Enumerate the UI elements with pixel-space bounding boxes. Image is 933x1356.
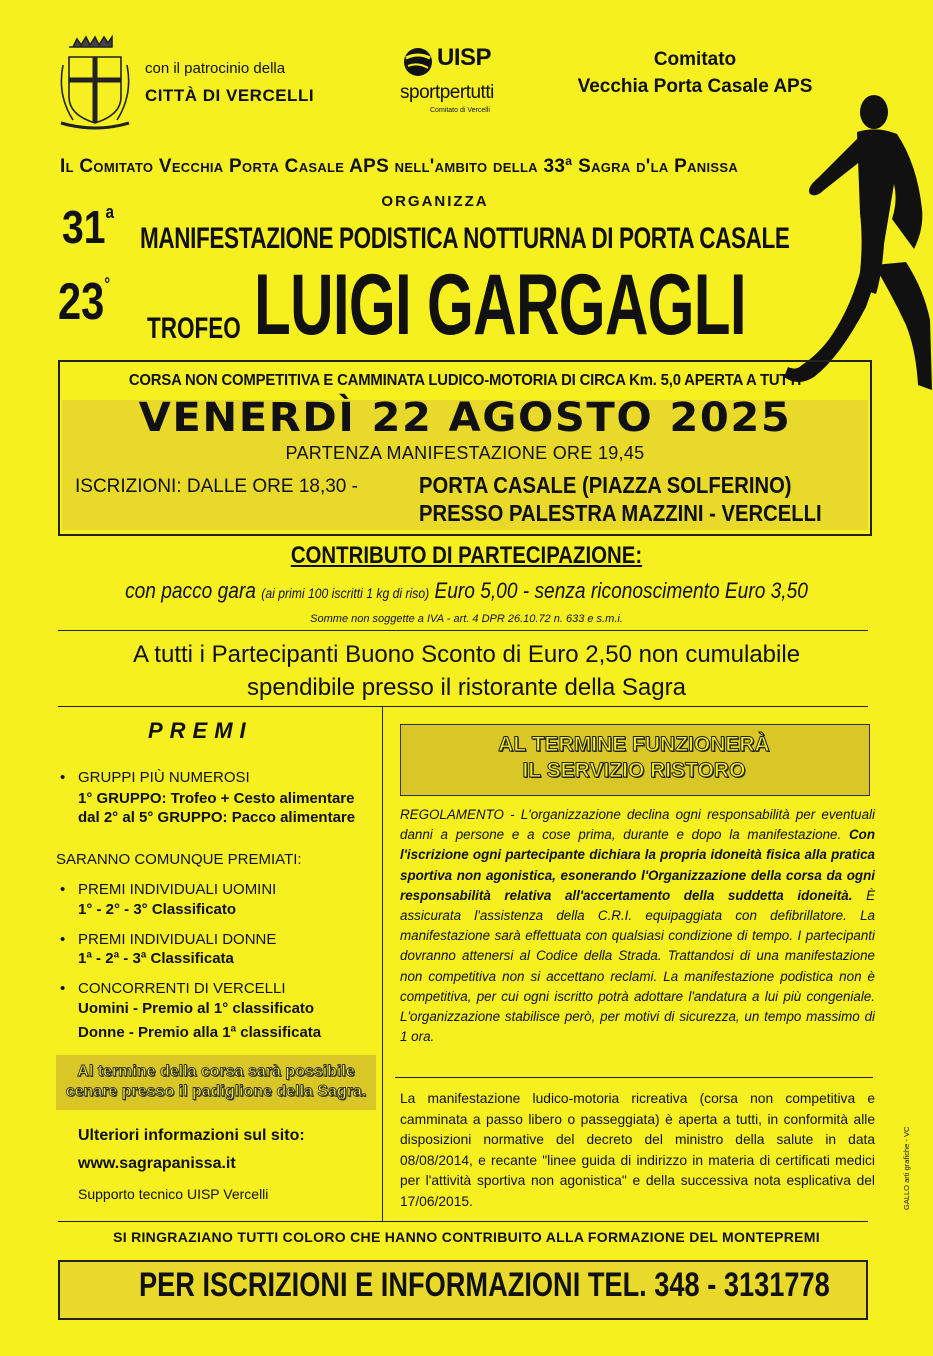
pacco-note: (ai primi 100 iscritti 1 kg di riso): [261, 585, 430, 601]
thanks-line: SI RINGRAZIANO TUTTI COLORO CHE HANNO CONTRIBUITO ALLA FORMAZIONE DEL MONTEPREMI: [113, 1229, 820, 1245]
bullet-icon: •: [60, 881, 66, 898]
also-awarded: SARANNO COMUNQUE PREMIATI:: [56, 851, 302, 868]
group-1-prize: 1° GRUPPO: Trofeo + Cesto alimentare: [78, 790, 355, 807]
dinner-text: [56, 1062, 376, 1102]
column-divider: [382, 706, 383, 1221]
ludico-motoria-note: La manifestazione ludico-motoria ricreativa (corsa non competitiva e camminata a passo libero o passeggiata) è aperta a tutti, in conformità alle disposizioni normative del decreto del ministro della salute in data 08/08/2014, e recante "linee guida di indirizzo in materia di certificati medici per l'attività sportiva non agonistica" e della successiva nota esplicativa del 17/06/2015.: [400, 1091, 875, 1209]
women-prizes: PREMI INDIVIDUALI DONNE: [78, 931, 277, 948]
website-link[interactable]: www.sagrapanissa.it: [78, 1155, 236, 1172]
vercelli-women: Donne - Premio alla 1ª classificata: [78, 1024, 322, 1041]
dinner-line2: cenare presso il padiglione della Sagra.: [65, 1083, 367, 1100]
start-time: PARTENZA MANIFESTAZIONE ORE 19,45: [285, 443, 645, 463]
men-classification: 1° - 2° - 3° Classificato: [78, 901, 237, 918]
technical-support: Supporto tecnico UISP Vercelli: [78, 1186, 269, 1202]
women-classification: 1ª - 2ª - 3ª Classificata: [78, 950, 234, 967]
bullet-icon: •: [60, 769, 66, 786]
patrocinio-label: con il patrocinio della: [145, 60, 286, 77]
divider: [58, 630, 868, 631]
corsa-description: CORSA NON COMPETITIVA E CAMMINATA LUDICO-MOTORIA DI CIRCA Km. 5,0 APERTA A TUTTI: [128, 372, 802, 389]
edition-23-number: 23: [58, 273, 105, 331]
group-2-5-prize: dal 2° al 5° GRUPPO: Pacco alimentare: [78, 809, 356, 826]
patrocinio-city: CITTÀ DI VERCELLI: [145, 86, 315, 105]
registration-label: ISCRIZIONI: DALLE ORE 18,30 -: [75, 476, 358, 497]
divider: [395, 1077, 873, 1078]
groups-heading: GRUPPI PIÙ NUMEROSI: [78, 769, 250, 786]
refreshment-text: [400, 732, 868, 784]
uisp-subtitle: sportpertutti: [400, 82, 494, 103]
manifestazione-title: MANIFESTAZIONE PODISTICA NOTTURNA DI PORTA CASALE: [140, 222, 790, 255]
organizer-line2: Vecchia Porta Casale APS: [577, 76, 813, 97]
organizza-label: ORGANIZZA: [381, 193, 489, 210]
edition-31-sup: a: [105, 202, 115, 222]
contribution-prices: [61, 578, 873, 604]
vercelli-crest-icon: [55, 35, 135, 135]
registration-place-1: PORTA CASALE (PIAZZA SOLFERINO): [419, 472, 792, 498]
printer-credit: GALLO arti grafiche - VC: [902, 1126, 911, 1210]
vercelli-competitors: CONCORRENTI DI VERCELLI: [78, 980, 286, 997]
pacco-prices: Euro 5,00 - senza riconoscimento Euro 3,50: [434, 578, 808, 603]
edition-31: [62, 200, 114, 254]
edition-23: [58, 272, 110, 332]
pacco-label: con pacco gara: [125, 578, 256, 603]
organizer-line1: Comitato: [653, 49, 737, 70]
iva-note: Somme non soggette a IVA - art. 4 DPR 26.10.72 n. 633 e s.m.i.: [310, 613, 623, 625]
registration-place-2: PRESSO PALESTRA MAZZINI - VERCELLI: [419, 500, 822, 526]
more-info-label: Ulteriori informazioni sul sito:: [78, 1127, 305, 1144]
edition-31-number: 31: [62, 201, 106, 253]
regulations-part2: Con l'iscrizione ogni partecipante dichiara la propria idoneità fisica alla pratica sportiva non agonistica, esonerando l'Organizzazione della corsa da ogni responsabilità relativa all'accertamento della suddetta idoneità.: [400, 827, 875, 903]
divider: [58, 1221, 868, 1222]
voucher-line2: spendibile presso il ristorante della Sagra: [247, 674, 686, 701]
divider: [58, 706, 868, 707]
event-date: VENERDÌ 22 AGOSTO 2025: [138, 395, 792, 441]
contribution-title: CONTRIBUTO DI PARTECIPAZIONE:: [290, 542, 643, 569]
bullet-icon: •: [60, 931, 66, 948]
trophy-name: LUIGI GARGAGLI: [254, 257, 746, 353]
trofeo-label: TROFEO: [147, 312, 241, 345]
prizes-title: PREMI: [148, 718, 253, 743]
contact-phone: PER ISCRIZIONI E INFORMAZIONI TEL. 348 - 3131778: [139, 1266, 830, 1304]
regulations: [400, 805, 875, 1047]
bullet-icon: •: [60, 980, 66, 997]
vercelli-men: Uomini - Premio al 1° classificato: [78, 1000, 315, 1017]
edition-23-sup: °: [104, 274, 111, 294]
uisp-logo-icon: [400, 44, 436, 80]
regulations-part3: È assicurata l'assistenza della C.R.I. equipaggiata con defibrillatore. La manifestazione sarà effettuata con qualsiasi condizione di tempo. I partecipanti dovranno attenersi al Codice della Strada. Trattandosi di una manifestazione non competitiva non si accettano reclami. La manifestazione podistica non è competitiva, per cui ogni iscritto potrà adottare l'andatura a lui più congeniale. L'organizzazione stabilisce però, per motivi di sicurezza, un tempo massimo di 1 ora.: [400, 887, 875, 1045]
regulations-part1: REGOLAMENTO - L'organizzazione declina ogni responsabilità per eventuali danni a persone e a cose prima, durante e dopo la manifestazione.: [400, 807, 875, 843]
dinner-line1: Al termine della corsa sarà possibile: [77, 1063, 355, 1080]
uisp-committee: Comitato di Vercelli: [430, 107, 490, 114]
intro-line: Il Comitato Vecchia Porta Casale APS nell'ambito della 33ª Sagra d'la Panissa: [60, 156, 739, 177]
discount-voucher: [0, 638, 933, 704]
refreshment-line1: AL TERMINE FUNZIONERÀ: [498, 733, 770, 756]
voucher-line1: A tutti i Partecipanti Buono Sconto di Euro 2,50 non cumulabile: [132, 641, 801, 668]
refreshment-line2: IL SERVIZIO RISTORO: [522, 759, 746, 782]
uisp-name: UISP: [437, 44, 492, 71]
men-prizes: PREMI INDIVIDUALI UOMINI: [78, 881, 277, 898]
